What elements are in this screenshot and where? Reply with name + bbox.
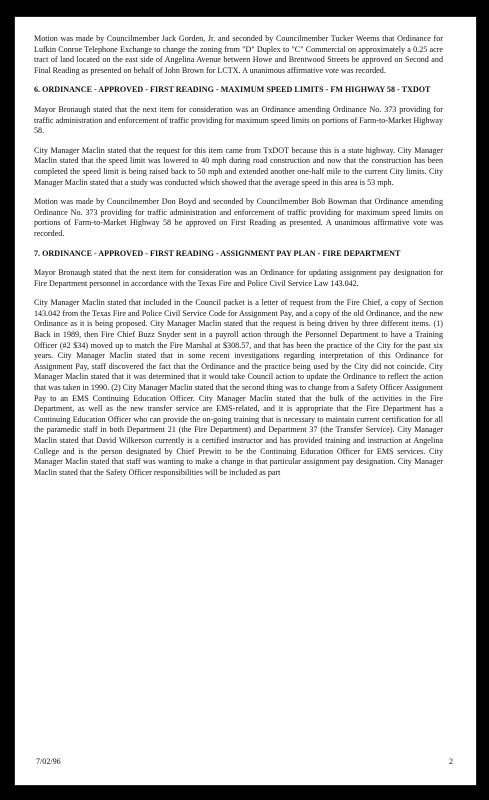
section-assignment-pay	[34, 249, 443, 479]
minutes-body	[34, 34, 443, 487]
paragraph: City Manager Maclin stated that the request for this item came from TxDOT because this is a state highway. City Manager Maclin stated that the speed limit was lowered to 40 mph during road construction and now that the construction has been completed the speed limit is being raised back to 50 mph and extended another one-half mile to the current City limits. City Manager Maclin stated that a study was conducted which showed that the average speed in this area is 53 mph.	[34, 145, 443, 187]
section-heading: 7. ORDINANCE - APPROVED - FIRST READING - ASSIGNMENT PAY PLAN - FIRE DEPARTMENT	[34, 248, 401, 258]
section-heading: 6. ORDINANCE - APPROVED - FIRST READING - MAXIMUM SPEED LIMITS - FM HIGHWAY 58 - TXDOT	[34, 85, 431, 95]
paragraph: Mayor Bronaugh stated that the next item for consideration was an Ordinance for updating assignment pay designation for Fire Department personnel in accordance with the Texas Fire and Police Civil Service Law 143.042.	[34, 268, 443, 288]
page-number: 2	[448, 757, 453, 766]
page-footer	[36, 757, 453, 766]
footer-date: 7/02/96	[36, 757, 61, 766]
section-speed-limits	[34, 85, 443, 239]
document-page	[14, 16, 477, 786]
paragraph: Motion was made by Councilmember Jack Gorden, Jr. and seconded by Councilmember Tucker Weems that Ordinance for Lufkin Conroe Telephone Exchange to change the zoning from "D" Duplex to "C" Commercial on approximately a 0.25 acre tract of land located on the east side of Angelina Avenue between Howe and Brentwood Streets be approved on Second and Final Reading as presented on behalf of John Brown for LCTX. A unanimous affirmative vote was recorded.	[34, 34, 443, 75]
paragraph: City Manager Maclin stated that included in the Council packet is a letter of request from the Fire Chief, a copy of Section 143.042 from the Texas Fire and Police Civil Service Code for Assignment Pay, and a copy of the old Ordinance, and the new Ordinance as it is being proposed. City Manager Maclin stated that the request is being driven by three different items. (1) Back in 1989, then Fire Chief Buzz Snyder sent in a payroll action through the Personnel Department to have a Training Officer (#2 $34) moved up to match the Fire Marshal at $308.57, and that has been the practice of the City for the past six years. City Manager Maclin stated that in some recent investigations regarding interpretation of this Ordinance for Assignment Pay, staff discovered the fact that the Ordinance and the practice being used by the City did not coincide. City Manager Maclin stated that it was determined that it would take Council action to update the Ordinance to reflect the action that was taken in 1990. (2) City Manager Maclin stated that the second thing was to change from a Safety Officer Assignment Pay to an EMS Continuing Education Officer. City Manager Maclin stated that the bulk of the activities in the Fire Department, as well as the new transfer service are EMS-related, and it is appropriate that the Fire Department has a Continuing Education Officer who can provide the on-going training that is necessary to maintain current certification for all the paramedic staff in both Department 21 (the Fire Department) and Department 37 (the Transfer Service). City Manager Maclin stated that David Wilkerson currently is a certified instructor and has provided training and instruction at Angelina College and is the person designated by Chief Prewitt to be the Continuing Education Officer for EMS services. City Manager Maclin stated that staff was wanting to make a change in that particular assignment pay designation. City Manager Maclin stated that the Safety Officer responsibilities will be included as part	[34, 298, 443, 477]
section-motion-zoning	[34, 34, 443, 76]
paragraph: Mayor Bronaugh stated that the next item for consideration was an Ordinance amending Ordinance No. 373 providing for traffic administration and enforcement of traffic providing for maximum speed limits on portions of Farm-to-Market Highway 58.	[34, 104, 444, 136]
paragraph: Motion was made by Councilmember Don Boyd and seconded by Councilmember Bob Bowman that Ordinance amending Ordinance No. 373 providing for traffic administration and enforcement of traffic providing for maximum speed limits on portions of Farm-to-Market Highway 58 be approved on First Reading as presented. A unanimous affirmative vote was recorded.	[34, 197, 443, 238]
